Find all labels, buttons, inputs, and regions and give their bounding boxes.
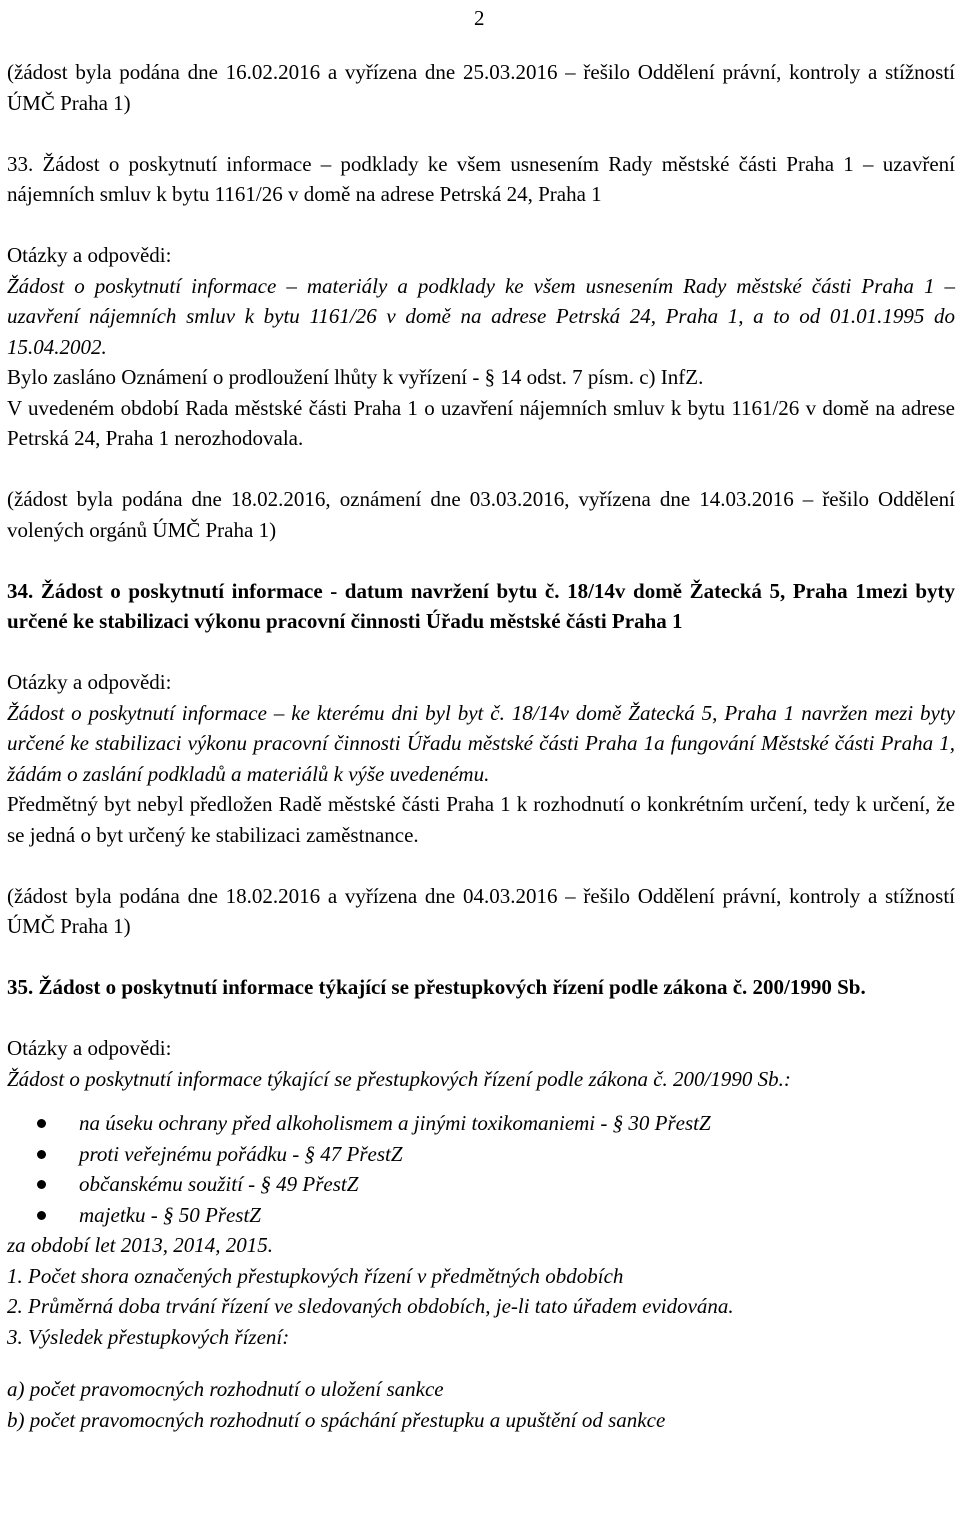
request-33-question: Žádost o poskytnutí informace – materiály a podklady ke všem usnesením Rady městské části Praha 1 – uzavření nájemních smluv k bytu 1161/26 v domě na adrese Petrská 24, Praha 1, a to od 01.01.1995 do 15.04.2002. xyxy=(7,273,955,359)
request-35-item: 2. Průměrná doba trvání řízení ve sledovaných obdobích, je-li tato úřadem evidována. xyxy=(7,1294,734,1318)
request-closing-note: (žádost byla podána dne 16.02.2016 a vyřízena dne 25.03.2016 – řešilo Oddělení právní, kontroly a stížností ÚMČ Praha 1) xyxy=(7,60,955,115)
list-item: proti veřejnému pořádku - § 47 PřestZ xyxy=(79,1139,955,1170)
list-item: majetku - § 50 PřestZ xyxy=(79,1200,955,1231)
request-35-subitem: b) počet pravomocných rozhodnutí o spáchání přestupku a upuštění od sankce xyxy=(7,1407,666,1432)
request-35-item: 3. Výsledek přestupkových řízení: xyxy=(7,1324,290,1349)
qa-label: Otázky a odpovědi: xyxy=(7,243,172,267)
request-34-title: 34. Žádost o poskytnutí informace - datum navržení bytu č. 18/14v domě Žatecká 5, Praha 1mezi byty určené ke stabilizaci výkonu pracovní činnosti Úřadu městské části Praha 1 xyxy=(7,578,955,633)
qa-label: Otázky a odpovědi: xyxy=(7,670,172,694)
list-item: občanskému soužití - § 49 PřestZ xyxy=(79,1169,955,1200)
request-33-answer-2: V uvedeném období Rada městské části Praha 1 o uzavření nájemních smluv k bytu 1161/26 v domě na adrese Petrská 24, Praha 1 nerozhodovala. xyxy=(7,395,955,450)
request-34-question: Žádost o poskytnutí informace – ke kterému dni byl byt č. 18/14v domě Žatecká 5, Praha 1 navržen mezi byty určené ke stabilizaci výkonu pracovní činnosti Úřadu městské části Praha 1a fungování Městské části Praha 1, žádám o zaslání podkladů a materiálů k výše uvedenému. xyxy=(7,700,955,786)
request-35-question: Žádost o poskytnutí informace týkající se přestupkových řízení podle zákona č. 200/1990 Sb.: xyxy=(7,1066,791,1091)
request-35-subitem: a) počet pravomocných rozhodnutí o uložení sankce xyxy=(7,1377,444,1401)
request-33-title: 33. Žádost o poskytnutí informace – podklady ke všem usnesením Rady městské části Praha 1 – uzavření nájemních smluv k bytu 1161/26 v domě na adrese Petrská 24, Praha 1 xyxy=(7,151,955,206)
list-item: na úseku ochrany před alkoholismem a jinými toxikomaniemi - § 30 PřestZ xyxy=(79,1108,955,1139)
request-35-item: 1. Počet shora označených přestupkových řízení v předmětných obdobích xyxy=(7,1263,624,1288)
request-34-answer: Předmětný byt nebyl předložen Radě městské části Praha 1 k rozhodnutí o konkrétním určení, tedy k určení, že se jedná o byt určený ke stabilizaci zaměstnance. xyxy=(7,792,955,847)
request-33-answer-1: Bylo zasláno Oznámení o prodloužení lhůty k vyřízení - § 14 odst. 7 písm. c) InfZ. xyxy=(7,365,704,389)
request-35-period: za období let 2013, 2014, 2015. xyxy=(7,1233,273,1257)
document-body xyxy=(7,57,955,1435)
request-35-bullet-list xyxy=(7,1108,955,1230)
qa-label: Otázky a odpovědi: xyxy=(7,1036,172,1060)
request-33-closing-note: (žádost byla podána dne 18.02.2016, oznámení dne 03.03.2016, vyřízena dne 14.03.2016 – řešilo Oddělení volených orgánů ÚMČ Praha 1) xyxy=(7,487,955,542)
request-34-closing-note: (žádost byla podána dne 18.02.2016 a vyřízena dne 04.03.2016 – řešilo Oddělení právní, kontroly a stížností ÚMČ Praha 1) xyxy=(7,883,955,938)
page-number: 2 xyxy=(474,6,485,30)
request-35-title: 35. Žádost o poskytnutí informace týkající se přestupkových řízení podle zákona č. 200/1990 Sb. xyxy=(7,975,866,999)
